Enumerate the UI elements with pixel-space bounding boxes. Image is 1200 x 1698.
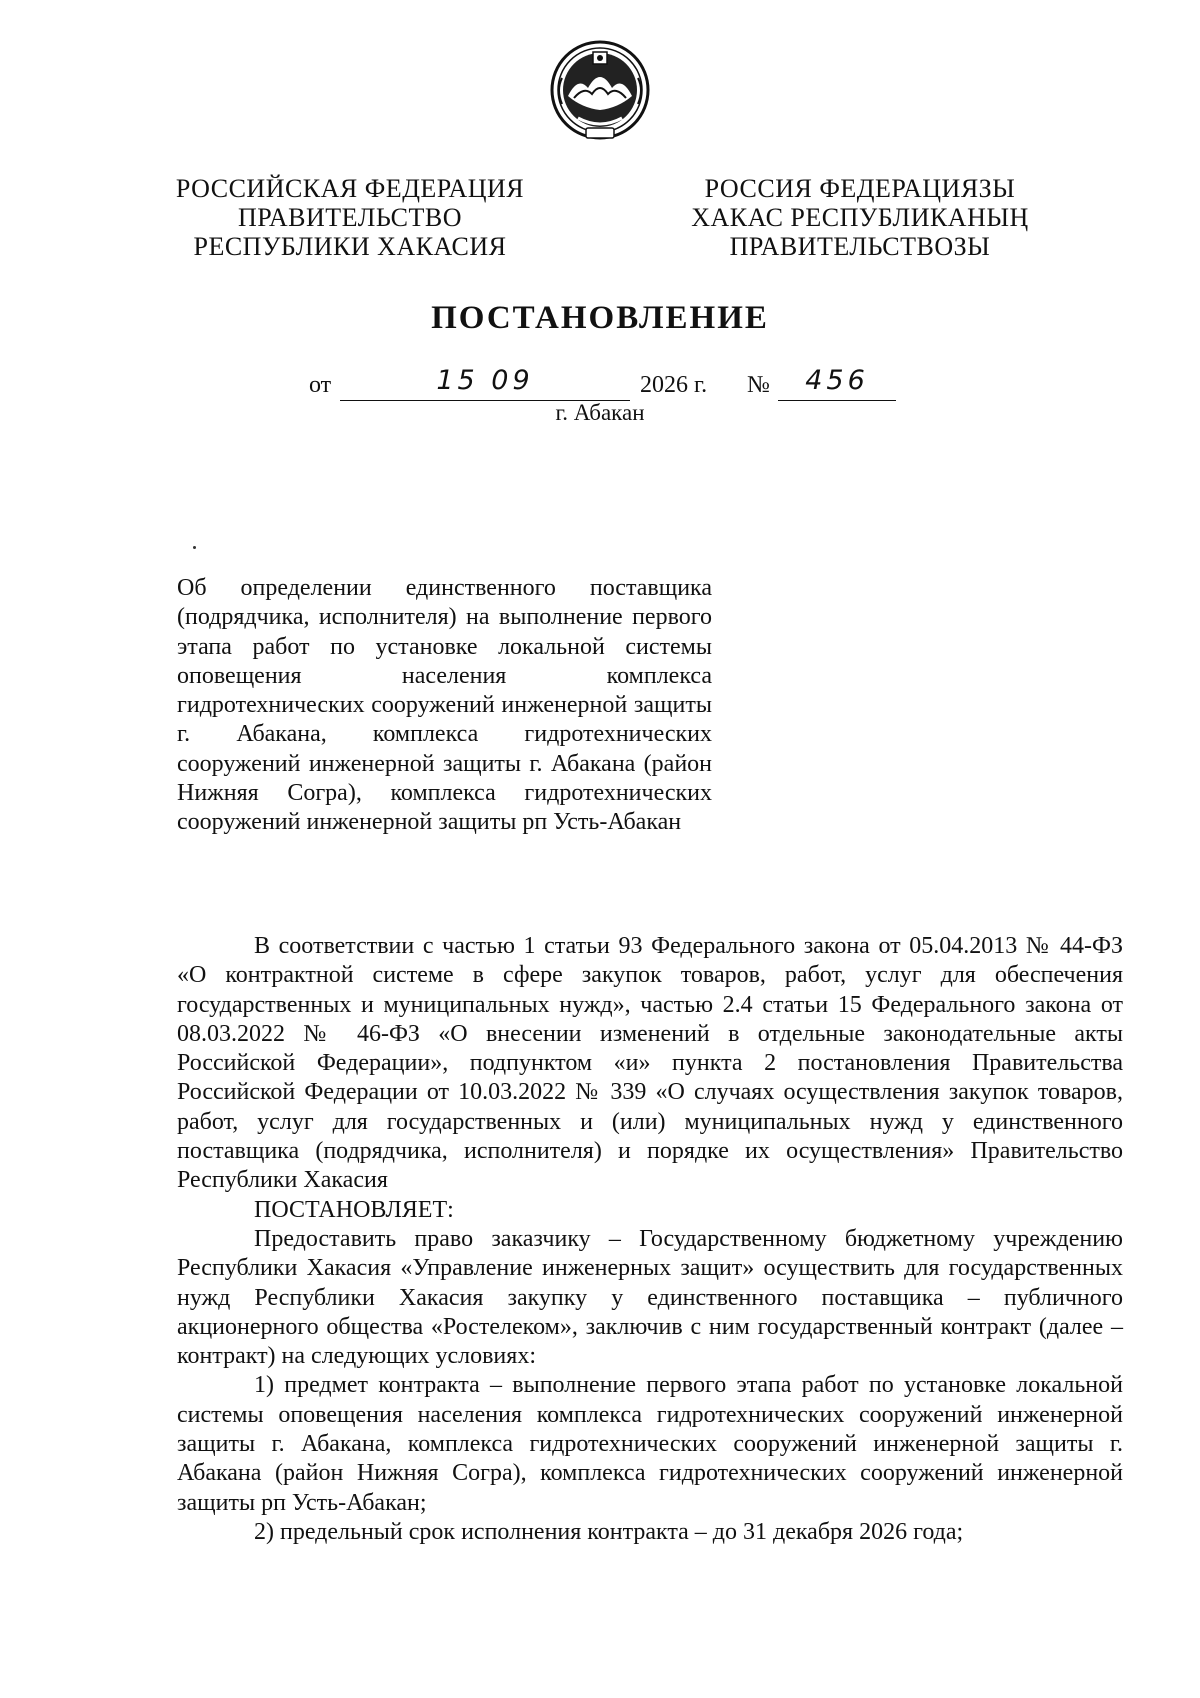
document-body <box>177 932 1123 1547</box>
header-left-line-3: РЕСПУБЛИКИ ХАКАСИЯ <box>193 232 507 261</box>
body-item-1: 1) предмет контракта – выполнение первого этапа работ по установке локальной системы оповещения населения комплекса гидротехнических сооружений инженерной защиты г. Абакана, комплекса гидротехнических сооружений инженерной защиты г. Абакана (район Нижняя Согра), комплекса гидротехнических сооружений инженерной защиты рп Усть-Абакан; <box>177 1372 1123 1516</box>
document-title: ПОСТАНОВЛЕНИЕ <box>431 300 769 336</box>
header-right-line-1: РОССИЯ ФЕДЕРАЦИЯЗЫ <box>704 174 1016 203</box>
handwritten-date: 15 09 <box>340 366 630 401</box>
subject-text: Об определении единственного поставщика (подрядчика, исполнителя) на выполнение первого этапа работ по установке локальной системы оповещения населения комплекса гидротехнических сооружений инженерной защиты г. Абакана, комплекса гидротехнических сооружений инженерной защиты г. Абакана (район Нижняя Согра), комплекса гидротехнических сооружений инженерной защиты рп Усть-Абакан <box>177 575 712 836</box>
handwritten-number: 456 <box>778 366 896 401</box>
stray-dot <box>193 546 196 549</box>
body-item-2: 2) предельный срок исполнения контракта – до 31 декабря 2026 года; <box>254 1518 964 1545</box>
date-prefix: от <box>309 372 332 398</box>
header-left-block <box>130 174 570 261</box>
date-year: 2026 г. <box>640 372 708 398</box>
header-right-line-2: ХАКАС РЕСПУБЛИКАНЫҢ <box>691 203 1029 232</box>
number-label: № <box>747 372 770 398</box>
decree-word: ПОСТАНОВЛЯЕТ: <box>254 1196 454 1223</box>
document-subject <box>177 574 712 838</box>
body-paragraph-1: Предоставить право заказчику – Государственному бюджетному учреждению Республики Хакасия «Управление инженерных защит» осуществить для государственных нужд Республики Хакасия закупку у единственного поставщика – публичного акционерного общества «Ростелеком», заключив с ним государственный контракт (далее – контракт) на следующих условиях: <box>177 1225 1123 1370</box>
header-left-line-1: РОССИЙСКАЯ ФЕДЕРАЦИЯ <box>175 174 525 203</box>
city-name: г. Абакан <box>555 400 645 425</box>
header-right-line-3: ПРАВИТЕЛЬСТВОЗЫ <box>729 232 991 261</box>
header-left-line-2: ПРАВИТЕЛЬСТВО <box>238 203 462 232</box>
body-preamble <box>177 932 1123 1225</box>
coat-of-arms-emblem <box>548 38 652 146</box>
header-right-block <box>640 174 1080 261</box>
preamble-text: В соответствии с частью 1 статьи 93 Федерального закона от 05.04.2013 № 44-ФЗ «О контрактной системе в сфере закупок товаров, работ, услуг для обеспечения государственных и муниципальных нужд», частью 2.4 статьи 15 Федерального закона от 08.03.2022 № 46-ФЗ «О внесении изменений в отдельные законодательные акты Российской Федерации», подпунктом «и» пункта 2 постановления Правительства Российской Федерации от 10.03.2022 № 339 «О случаях осуществления закупок товаров, работ, услуг для государственных и (или) муниципальных нужд у единственного поставщика (подрядчика, исполнителя) и порядке их осуществления» Правительство Республики Хакасия <box>177 933 1123 1194</box>
